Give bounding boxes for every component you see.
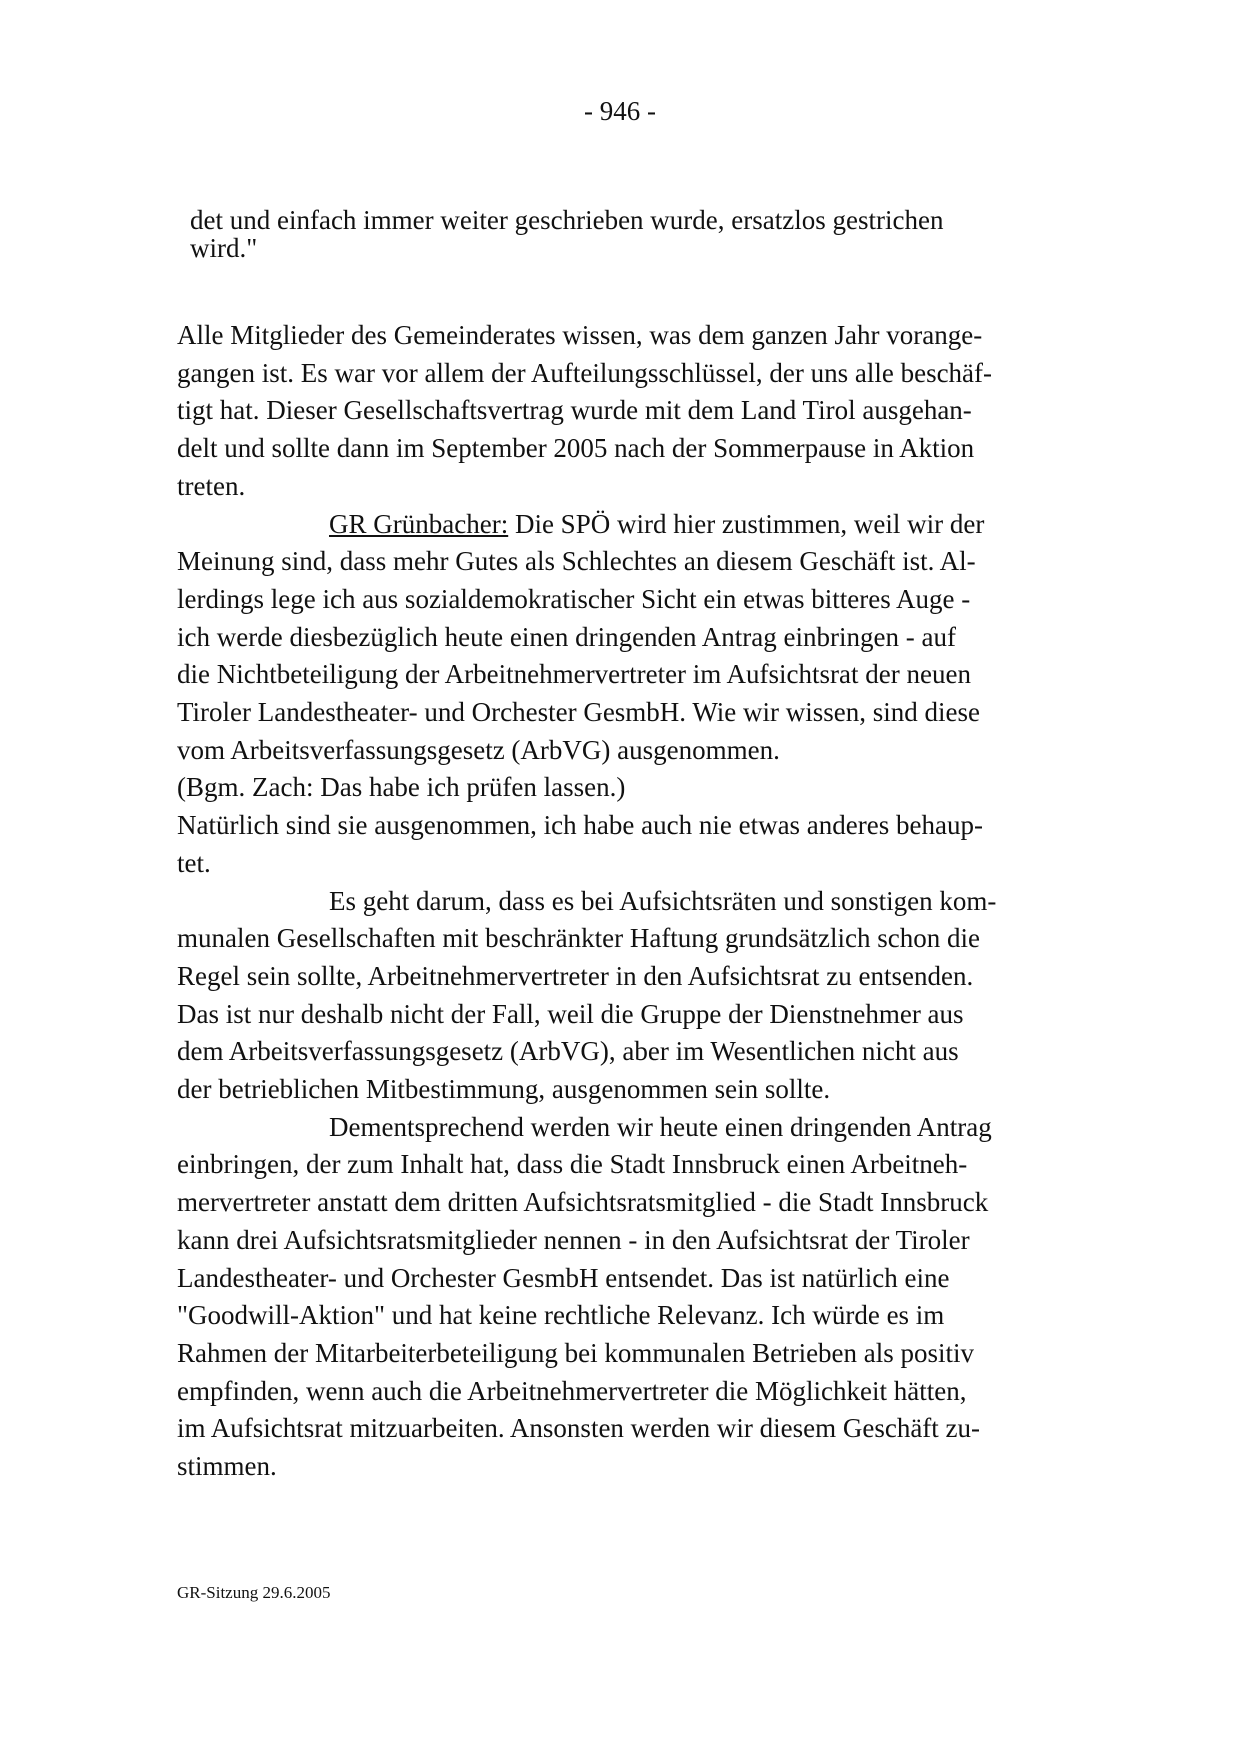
quote-block xyxy=(190,206,1050,262)
paragraph-line: "Goodwill-Aktion" und hat keine rechtliche Relevanz. Ich würde es im xyxy=(177,1300,945,1331)
speech-first-line xyxy=(177,506,1077,544)
paragraph-line: Meinung sind, dass mehr Gutes als Schlechtes an diesem Geschäft ist. Al- xyxy=(177,546,976,577)
speech-text: Die SPÖ wird hier zustimmen, weil wir der xyxy=(508,508,985,539)
paragraph-line: der betrieblichen Mitbestimmung, ausgenommen sein sollte. xyxy=(177,1074,831,1105)
paragraph-line: ich werde diesbezüglich heute einen dringenden Antrag einbringen - auf xyxy=(177,621,956,652)
page-number: - 946 - xyxy=(584,96,656,126)
paragraph-line: stimmen. xyxy=(177,1451,277,1482)
paragraph-line: Natürlich sind sie ausgenommen, ich habe auch nie etwas anderes behaup- xyxy=(177,810,983,841)
paragraph-line: tet. xyxy=(177,847,211,878)
paragraph-line: Regel sein sollte, Arbeitnehmervertreter in den Aufsichtsrat zu entsenden. xyxy=(177,960,974,991)
paragraph-line: Landestheater- und Orchester GesmbH entsendet. Das ist natürlich eine xyxy=(177,1262,950,1293)
body-text xyxy=(177,317,1077,1486)
paragraph-line: Es geht darum, dass es bei Aufsichtsräten und sonstigen kom- xyxy=(329,885,997,916)
paragraph-line: Dementsprechend werden wir heute einen dringenden Antrag xyxy=(329,1111,992,1142)
paragraph-line: Tiroler Landestheater- und Orchester GesmbH. Wie wir wissen, sind diese xyxy=(177,697,980,728)
paragraph-line: mervertreter anstatt dem dritten Aufsichtsratsmitglied - die Stadt Innsbruck xyxy=(177,1187,989,1218)
paragraph-line: lerdings lege ich aus sozialdemokratischer Sicht ein etwas bitteres Auge - xyxy=(177,583,971,614)
quote-line: det und einfach immer weiter geschrieben wurde, ersatzlos gestrichen xyxy=(190,205,944,235)
interjection: (Bgm. Zach: Das habe ich prüfen lassen.) xyxy=(177,772,626,803)
paragraph-line: im Aufsichtsrat mitzuarbeiten. Ansonsten werden wir diesem Geschäft zu- xyxy=(177,1413,981,1444)
paragraph-line: delt und sollte dann im September 2005 nach der Sommerpause in Aktion xyxy=(177,433,975,464)
paragraph-line: einbringen, der zum Inhalt hat, dass die Stadt Innsbruck einen Arbeitneh- xyxy=(177,1149,968,1180)
paragraph-line: Das ist nur deshalb nicht der Fall, weil die Gruppe der Dienstnehmer aus xyxy=(177,998,964,1029)
paragraph-line: empfinden, wenn auch die Arbeitnehmervertreter die Möglichkeit hätten, xyxy=(177,1375,967,1406)
paragraph-line: vom Arbeitsverfassungsgesetz (ArbVG) ausgenommen. xyxy=(177,734,780,765)
paragraph-line: gangen ist. Es war vor allem der Aufteilungsschlüssel, der uns alle beschäf- xyxy=(177,357,993,388)
paragraph-line: munalen Gesellschaften mit beschränkter Haftung grundsätzlich schon die xyxy=(177,923,980,954)
paragraph-line: tigt hat. Dieser Gesellschaftsvertrag wurde mit dem Land Tirol ausgehan- xyxy=(177,395,972,426)
paragraph-line: Rahmen der Mitarbeiterbeteiligung bei kommunalen Betrieben als positiv xyxy=(177,1337,975,1368)
speaker-name: GR Grünbacher: xyxy=(329,508,509,539)
paragraph-line: dem Arbeitsverfassungsgesetz (ArbVG), aber im Wesentlichen nicht aus xyxy=(177,1036,959,1067)
page-footer: GR-Sitzung 29.6.2005 xyxy=(177,1583,331,1602)
paragraph-line: treten. xyxy=(177,470,246,501)
paragraph-line: kann drei Aufsichtsratsmitglieder nennen - in den Aufsichtsrat der Tiroler xyxy=(177,1224,970,1255)
paragraph-line: die Nichtbeteiligung der Arbeitnehmervertreter im Aufsichtsrat der neuen xyxy=(177,659,971,690)
quote-line: wird." xyxy=(190,233,258,263)
paragraph-line: Alle Mitglieder des Gemeinderates wissen, was dem ganzen Jahr vorange- xyxy=(177,320,983,350)
